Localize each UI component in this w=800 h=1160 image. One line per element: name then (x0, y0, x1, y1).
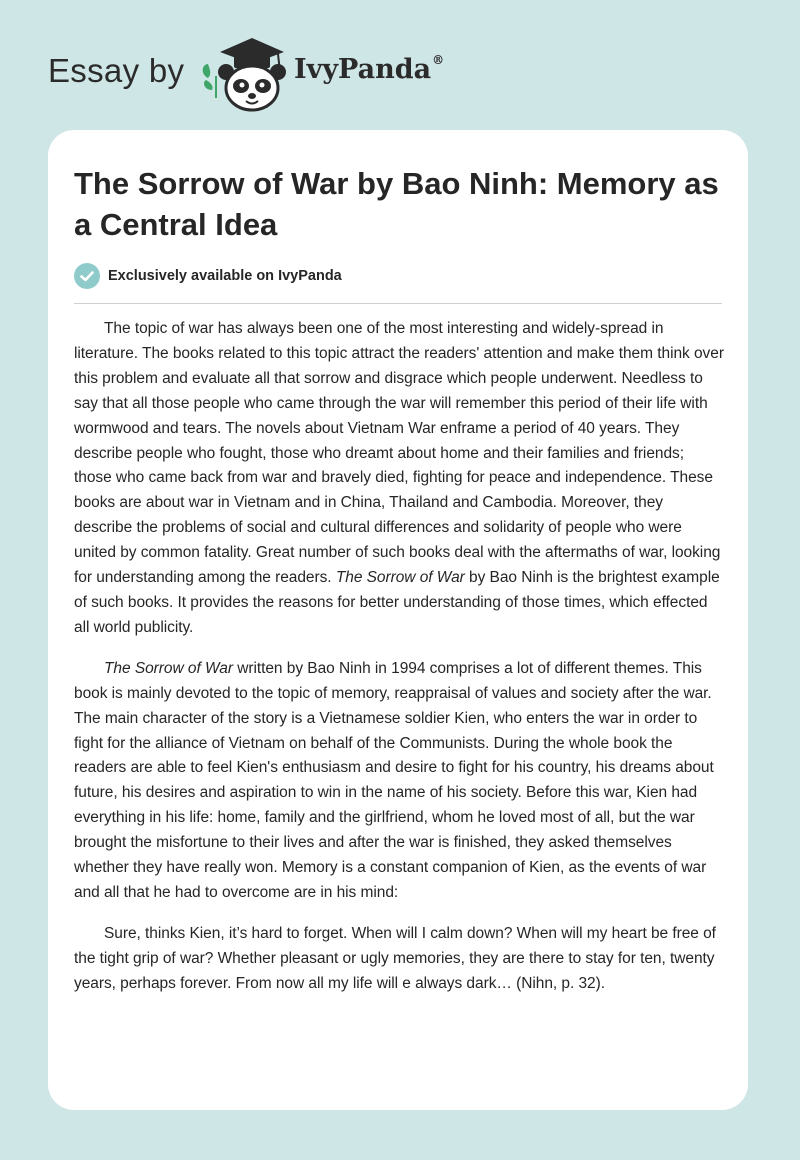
site-header (0, 0, 800, 120)
check-circle-icon (74, 263, 100, 289)
brand-label: IvyPanda (294, 54, 432, 85)
p1-text-end: by Bao Ninh is the brightest example of such books. It provides the reasons for better understanding of those times, which effected all world publicity. (74, 569, 720, 636)
p2-text: written by Bao Ninh in 1994 comprises a lot of different themes. This book is mainly devoted to the topic of memory, reappraisal of values and society after the war. The main character of the story is a Vietnamese soldier Kien, who enters the war in order to fight for the alliance of Vietnam on behalf of the Communists. During the whole book the readers are able to feel Kien's enthusiasm and desire to fight for his country, his dreams about future, his desires and aspiration to win in the name of his society. Before this war, Kien had everything in his life: home, family and the girlfriend, whom he loved most of all, but the war brought the misfortune to their lives and after the war is finished, they asked themselves whether they have really won. Memory is a constant companion of Kien, as the events of war and all that he had to overcome are in his mind: (74, 659, 714, 901)
exclusive-badge (74, 262, 342, 290)
block-quote: Sure, thinks Kien, it’s hard to forget. When will I calm down? When will my heart be free of the tight grip of war? Whether pleasant or ugly memories, they are there to stay for ten, twenty years, perhaps forever. From now all my life will e always dark… (Nihn, p. 32). (74, 924, 716, 992)
brand-name[interactable] (294, 53, 444, 85)
badge-label: Exclusively available on IvyPanda (108, 268, 342, 284)
panda-graduate-icon[interactable] (196, 34, 292, 112)
essay-card (48, 130, 748, 1110)
registered-mark: ® (432, 53, 445, 67)
book-title: The Sorrow of War (335, 569, 465, 587)
paragraph-2 (74, 657, 724, 906)
page-title: The Sorrow of War by Bao Ninh: Memory as a Central Idea (74, 166, 719, 242)
p1-text-start: The topic of war has always been one of the most interesting and widely-spread in literature. The books related to this topic attract the readers' attention and make them think over this problem and evaluate all that sorrow and disgrace which people underwent. Needless to say that all those people who came through the war will remember this period of their life with wormwood and tears. The novels about Vietnam War enframe a period of 40 years. They describe people who fought, those who dreamt about home and their families and friends; those who came back from war and bravely died, fighting for peace and independence. These books are about war in Vietnam and in China, Thailand and Cambodia. Moreover, they describe the problems of social and cultural differences and solidarity of people who were united by common fatality. Great number of such books deal with the aftermaths of war, looking for understanding among the readers. (74, 320, 724, 587)
divider (74, 303, 722, 304)
book-title: The Sorrow of War (104, 659, 233, 677)
paragraph-1 (74, 317, 724, 641)
essay-by-label: Essay by (48, 52, 185, 89)
essay-body (74, 317, 724, 1013)
